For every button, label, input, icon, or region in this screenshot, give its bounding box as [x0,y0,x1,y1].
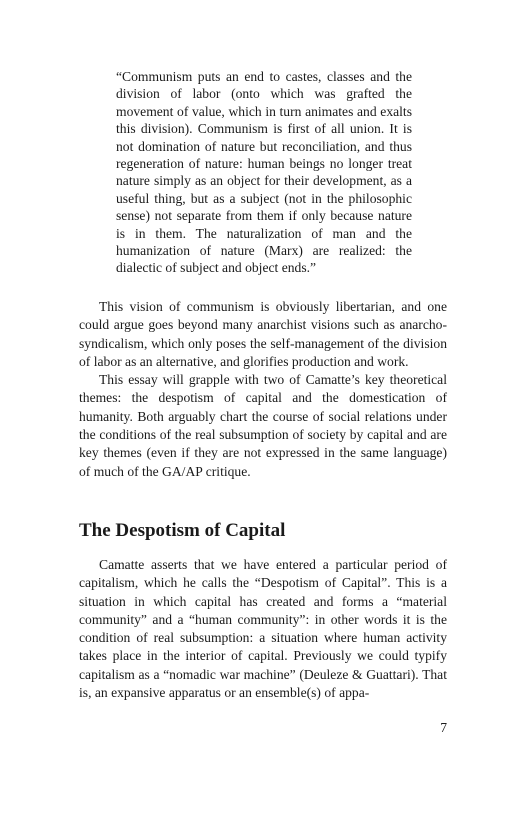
paragraph: Camatte asserts that we have entered a particular period of capitalism, which he calls the “Despotism of Capital”. This is a situation in which capital has created and forms a “material community” and a “human community”: in other words it is the condition of real subsumption: a situation where human activity takes place in the interior of capital. Previously we could typify capitalism as a “nomadic war machine” (Deuleze & Guattari). That is, an expansive apparatus or an ensemble(s) of appa- [79,557,447,701]
paragraph: This essay will grapple with two of Camatte’s key theoretical themes: the despotism of capital and the domestication of humanity. Both arguably chart the course of social relations under the conditions of the real subsumption of society by capital and are key themes (even if they are not expressed in the same language) of much of the GA/AP critique. [79,372,447,479]
blockquote: “Communism puts an end to castes, classes and the division of labor (onto which was grafted the movement of value, which in turn animates and exalts this division). Communism is first of all union. It is not domination of nature but reconciliation, and thus regeneration of nature: human beings no longer treat nature simply as an object for their development, as a useful thing, but as a subject (not in the philosophic sense) not separate from them if only because nature is in them. The naturalization of man and the humanization of nature (Marx) are realized: the dialectic of subject and object ends.” [116,69,412,276]
paragraph: This vision of communism is obviously libertarian, and one could argue goes beyond many anarchist visions such as anarcho-syndicalism, which only poses the self-management of the division of labor as an alternative, and glorifies production and work. [79,299,447,369]
section-heading: The Despotism of Capital [79,520,286,541]
intro-text [79,298,447,481]
section-text [79,556,447,702]
page-number: 7 [440,720,447,735]
